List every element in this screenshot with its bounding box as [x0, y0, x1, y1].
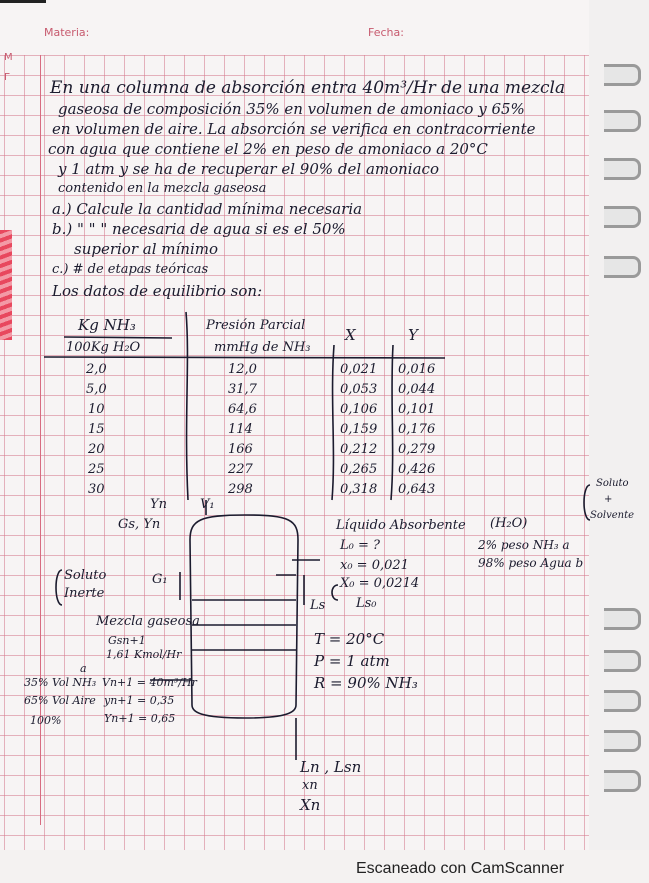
liquid-solvent: (H₂O) — [490, 516, 528, 531]
table-header-kg: Kg NH₃ — [78, 316, 136, 334]
table-cell: 20 — [88, 442, 105, 457]
liquid-comp: 2% peso NH₃ a — [478, 538, 570, 552]
table-cell: 114 — [228, 422, 253, 437]
l0-label: L₀ = ? — [340, 538, 380, 553]
bracket — [56, 570, 62, 605]
v1-label: V₁ — [200, 497, 215, 512]
table-divider — [186, 312, 188, 500]
table-header-100kg: 100Kg H₂O — [66, 340, 141, 355]
table-cell: 2,0 — [86, 362, 107, 377]
table-cell: 0,265 — [340, 462, 378, 477]
feed-label: Vn+1 = 40m³/Hr — [102, 676, 197, 689]
soluto-label: Soluto — [64, 568, 107, 583]
X0-label: X₀ = 0,0214 — [340, 576, 420, 591]
table-cell: 10 — [88, 402, 105, 417]
liquid-title: Líquido Absorbente — [336, 518, 466, 533]
table-cell: 0,212 — [340, 442, 378, 457]
column-body — [190, 515, 298, 718]
table-cell: 25 — [88, 462, 105, 477]
x0-label: x₀ = 0,021 — [340, 558, 409, 573]
left-comp: 35% Vol NH₃ — [24, 676, 97, 689]
problem-line: Los datos de equilibrio son: — [52, 282, 263, 300]
table-header-mmhg: mmHg de NH₃ — [214, 340, 311, 355]
table-cell: 30 — [88, 482, 105, 497]
fecha-label: Fecha: — [368, 26, 404, 39]
solvent-side: Soluto — [596, 478, 629, 489]
bottom-label: Xn — [300, 796, 321, 814]
problem-line: con agua que contiene el 2% en peso de amoniaco a 20°C — [48, 140, 488, 158]
table-cell: 0,318 — [340, 482, 378, 497]
table-cell: 166 — [228, 442, 253, 457]
problem-line: superior al mínimo — [74, 240, 219, 258]
inerte-label: Inerte — [64, 586, 105, 601]
table-header-y: Y — [408, 326, 418, 344]
problem-line: b.) " " " necesaria de agua si es el 50% — [52, 220, 346, 238]
yn-small: Yn — [150, 497, 167, 512]
table-cell: 0,106 — [340, 402, 378, 417]
gs-yn-label: Gs, Yn — [118, 517, 161, 532]
table-cell: 0,643 — [398, 482, 436, 497]
edge-mark-1: M — [4, 52, 13, 63]
feed-label: Yn+1 = 0,65 — [104, 712, 176, 725]
condition: T = 20°C — [314, 630, 385, 648]
solvent-side: + — [604, 494, 613, 505]
table-cell: 0,159 — [340, 422, 378, 437]
table-cell: 227 — [228, 462, 253, 477]
table-header-x: X — [345, 326, 356, 344]
a-label: a — [80, 662, 87, 675]
scanner-watermark: Escaneado con CamScanner — [356, 860, 565, 877]
table-cell: 31,7 — [228, 382, 257, 397]
table-divider — [391, 345, 393, 500]
table-cell: 298 — [228, 482, 253, 497]
table-cell: 0,101 — [398, 402, 436, 417]
problem-line: contenido en la mezcla gaseosa — [58, 181, 267, 196]
table-cell: 12,0 — [228, 362, 257, 377]
feed-label: yn+1 = 0,35 — [104, 694, 175, 707]
left-comp: 100% — [30, 714, 62, 727]
table-cell: 0,176 — [398, 422, 436, 437]
bottom-label: xn — [302, 778, 318, 793]
g1-label: G₁ — [152, 572, 168, 587]
bracket — [332, 585, 338, 600]
problem-line: y 1 atm y se ha de recuperar el 90% del amoniaco — [58, 160, 439, 178]
table-cell: 0,053 — [340, 382, 378, 397]
table-cell: 0,426 — [398, 462, 436, 477]
flow-label: 1,61 Kmol/Hr — [106, 648, 182, 661]
ls-label: Ls — [310, 598, 326, 613]
problem-line: En una columna de absorción entra 40m³/Hr de una mezcla — [50, 78, 566, 98]
materia-label: Materia: — [44, 26, 90, 39]
table-cell: 5,0 — [86, 382, 107, 397]
gs-feed-label: Gsn+1 — [108, 634, 146, 647]
edge-mark-2: Γ — [4, 72, 10, 83]
problem-line: c.) # de etapas teóricas — [52, 262, 209, 277]
table-cell: 0,021 — [340, 362, 378, 377]
problem-line: a.) Calcule la cantidad mínima necesaria — [52, 200, 363, 218]
table-cell: 0,016 — [398, 362, 436, 377]
table-underline — [64, 337, 172, 338]
liquid-comp: 98% peso Agua b — [478, 556, 584, 570]
table-divider — [332, 345, 334, 500]
problem-line: en volumen de aire. La absorción se verifica en contracorriente — [52, 120, 536, 138]
bottom-label: Ln , Lsn — [300, 758, 362, 776]
table-cell: 0,279 — [398, 442, 436, 457]
table-header-presion: Presión Parcial — [206, 318, 306, 333]
ls0-label: Ls₀ — [356, 596, 377, 611]
left-comp: 65% Vol Aire — [24, 694, 96, 707]
problem-line: gaseosa de composición 35% en volumen de amoniaco y 65% — [58, 100, 525, 118]
mezcla-label: Mezcla gaseosa — [96, 614, 200, 629]
table-cell: 64,6 — [228, 402, 257, 417]
condition: R = 90% NH₃ — [314, 674, 418, 692]
solvent-side: Solvente — [590, 510, 635, 521]
condition: P = 1 atm — [314, 652, 390, 670]
table-header-rule — [44, 357, 445, 358]
table-cell: 0,044 — [398, 382, 436, 397]
table-cell: 15 — [88, 422, 105, 437]
